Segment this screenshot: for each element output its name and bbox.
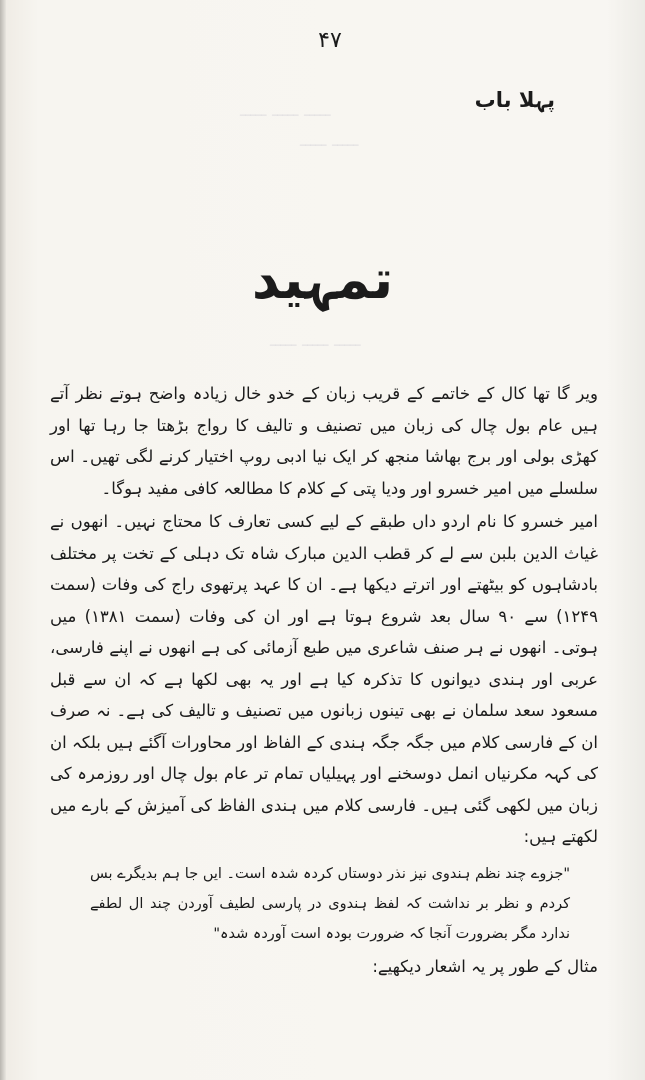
bleed-through-text: ـــــ ـــــ [300,130,359,151]
page-number: ۴۷ [318,28,342,53]
page-binding-edge [0,0,6,1080]
body-text [50,378,598,982]
block-quote: "جزوے چند نظم ہندوی نیز نذر دوستاں کردہ شدہ است۔ ایں جا ہم بدیگرے بس کردم و نظر بر نداشت کہ لفظ ہندوی در پارسی لطیف آوردن چند ال لطفے ندارد مگر بضرورت آنجا کہ ضرورت بودہ است آوردہ شدہ" [90,865,570,942]
chapter-heading: پہلا باب [474,88,555,112]
bleed-through-text: ـــــ ـــــ ـــــ [270,330,361,351]
section-title: تمہید [251,248,394,311]
closing-line: مثال کے طور پر یہ اشعار دیکھیے: [372,956,598,976]
paragraph: امیر خسرو کا نام اردو داں طبقے کے لیے کسی تعارف کا محتاج نہیں۔ انھوں نے غیاث الدین بلبن سے لے کر قطب الدین مبارک شاہ تک دہلی کے تخت پر مختلف بادشاہوں کو بیٹھتے اور اترتے دیکھا ہے۔ ان کا عہد پرتھوی راج کی وفات (سمت ۱۲۴۹) سے ۹۰ سال بعد شروع ہوتا ہے اور ان کی وفات (سمت ۱۳۸۱) میں ہوتی۔ انھوں نے ہر صنف شاعری میں طبع آزمائی کی ہے انھوں نے اپنے فارسی، عربی اور ہندی دیوانوں کا تذکرہ کیا ہے اور یہ بھی لکھا ہے کہ ان سے قبل مسعود سعد سلمان نے بھی تینوں زبانوں میں تصنیف و تالیف کی ہے۔ نہ صرف ان کے فارسی کلام میں جگہ جگہ ہندی کے الفاظ اور محاورات آگئے ہیں بلکہ ان کی کہہ مکرنیاں انمل دوسخنے اور پہیلیاں تمام تر عام بول چال اور روزمرہ کی زبان میں لکھی گئی ہیں۔ فارسی کلام میں ہندی الفاظ کی آمیزش کے بارے میں لکھتے ہیں: [50,512,598,846]
paragraph: ویر گا تھا کال کے خاتمے کے قریب زبان کے خدو خال زیادہ واضح ہوتے نظر آتے ہیں عام بول چال کی زبان میں تصنیف و تالیف کا رواج بڑھتا جا رہا تھا اور کھڑی بولی اور برج بھاشا منجھ کر ایک نیا ادبی روپ اختیار کرنے لگی تھیں۔ اس سلسلے میں امیر خسرو اور ودیا پتی کے کلام کا مطالعہ کافی مفید ہوگا۔ [50,384,598,498]
bleed-through-text: ـــــ ـــــ ـــــ [240,100,331,121]
